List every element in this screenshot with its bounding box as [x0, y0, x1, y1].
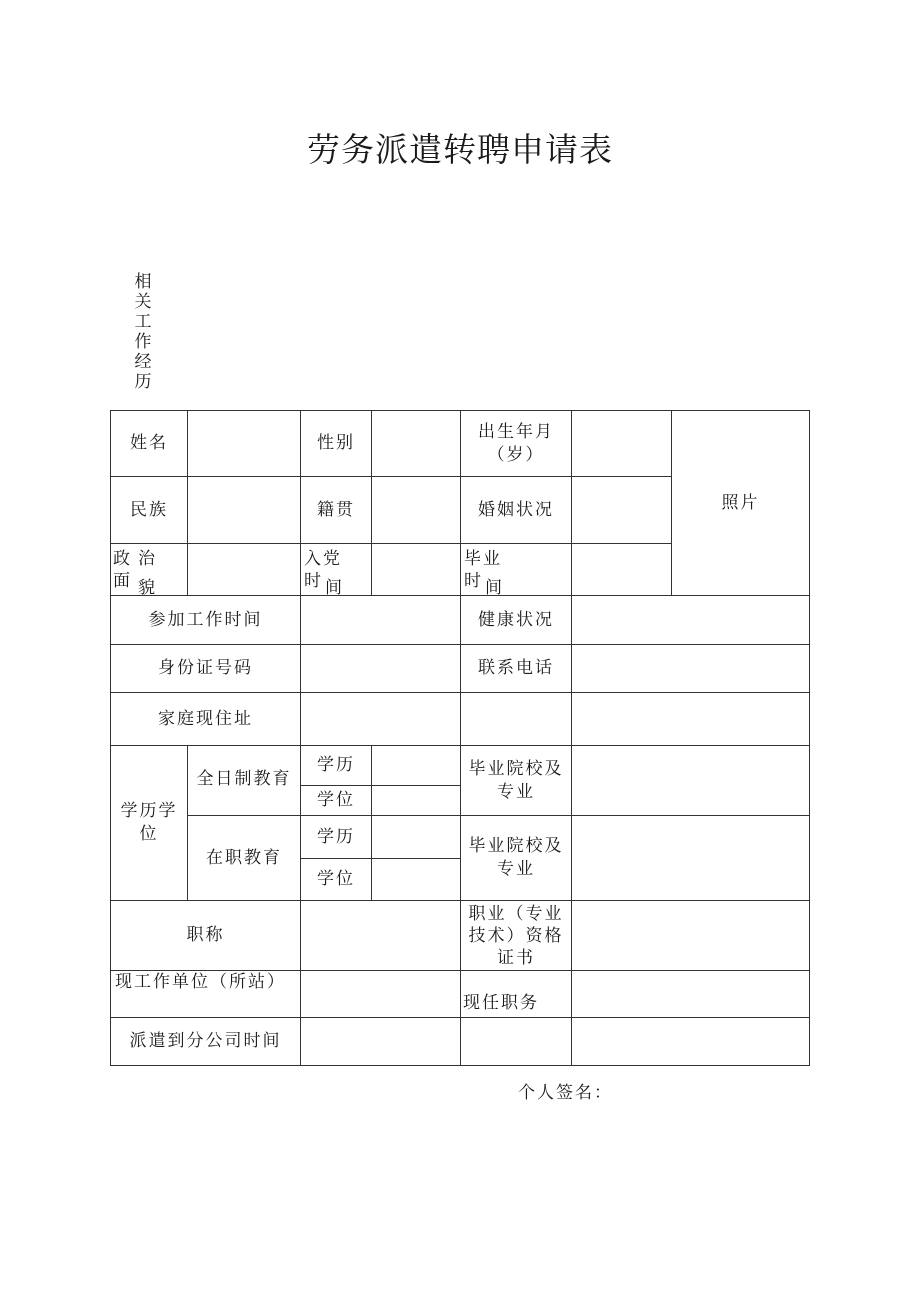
- political-char: 政: [113, 549, 130, 569]
- inservice-degree-field[interactable]: [372, 859, 460, 900]
- fulltime-education-label: 全日制教育: [196, 769, 292, 789]
- cert-line2: 技术）资格: [468, 925, 564, 946]
- fulltime-degree-label: 学位: [317, 790, 355, 810]
- dispatch-time-field[interactable]: [301, 1018, 460, 1065]
- fulltime-edu-field[interactable]: [372, 746, 460, 785]
- inservice-edu-label: 学历: [317, 826, 355, 847]
- political-char: 治: [138, 549, 155, 569]
- inservice-edu-field[interactable]: [372, 816, 460, 858]
- name-label: 姓名: [130, 433, 168, 453]
- professional-title-label: 职称: [186, 925, 225, 945]
- education-degree-label: [111, 746, 187, 900]
- school-major-line1: 毕业院校及: [468, 758, 564, 779]
- party-char: 入党: [304, 549, 342, 569]
- school-major-line2: 专业: [497, 859, 535, 879]
- grad-char: 时: [464, 571, 481, 591]
- grad-char: 毕业: [464, 549, 502, 569]
- home-address-field[interactable]: [301, 693, 809, 745]
- education-degree-line2: 位: [139, 824, 159, 844]
- political-char: 貌: [138, 578, 155, 598]
- qualification-certificate-label: [461, 901, 571, 970]
- work-start-time-field[interactable]: [301, 596, 460, 644]
- ethnicity-field[interactable]: [188, 477, 300, 543]
- education-degree-line1: 学历学: [120, 801, 178, 821]
- id-number-field[interactable]: [301, 645, 460, 692]
- side-label-char: 历: [134, 372, 152, 392]
- current-unit-label: 现工作单位（所站）: [115, 972, 286, 992]
- gender-label: 性别: [317, 433, 355, 453]
- dispatch-extra-field-2[interactable]: [572, 1018, 809, 1065]
- name-field[interactable]: [188, 411, 300, 476]
- dispatch-time-label: 派遣到分公司时间: [129, 1031, 282, 1051]
- health-label: 健康状况: [478, 609, 554, 630]
- photo-box[interactable]: 照片: [721, 492, 760, 513]
- political-char: 面: [113, 571, 130, 591]
- id-number-label: 身份证号码: [158, 658, 253, 678]
- dispatch-extra-field[interactable]: [461, 1018, 571, 1065]
- qualification-certificate-field[interactable]: [572, 901, 809, 970]
- side-label-char: 关: [134, 292, 152, 312]
- school-major-line2: 专业: [497, 781, 535, 802]
- inservice-school-major-field[interactable]: [572, 816, 809, 900]
- professional-title-field[interactable]: [301, 901, 460, 970]
- marital-status-field[interactable]: [572, 477, 671, 543]
- current-post-field[interactable]: [572, 971, 809, 1017]
- marital-status-label: 婚姻状况: [478, 499, 554, 520]
- grad-char: 间: [485, 578, 502, 598]
- native-place-label: 籍贯: [317, 499, 355, 520]
- birth-date-field[interactable]: [572, 411, 671, 476]
- page-title: 劳务派遣转聘申请表: [307, 130, 613, 169]
- birth-date-label: [461, 411, 571, 476]
- graduation-time-field[interactable]: [572, 544, 671, 595]
- fulltime-school-major-label: [461, 746, 571, 815]
- inservice-degree-label: 学位: [317, 869, 355, 889]
- inservice-education-label: 在职教育: [206, 847, 282, 868]
- birth-date-label-line2: （岁）: [487, 444, 545, 465]
- fulltime-school-major-field[interactable]: [572, 746, 809, 815]
- current-post-label: 现任职务: [463, 993, 539, 1013]
- side-label-char: 工: [134, 312, 152, 332]
- inservice-school-major-label: [461, 816, 571, 900]
- home-address-label: 家庭现住址: [158, 708, 253, 729]
- cert-line1: 职业（专业: [468, 903, 564, 924]
- work-start-time-label: 参加工作时间: [148, 609, 263, 630]
- birth-date-label-line1: 出生年月: [478, 421, 554, 442]
- party-join-time-label: [301, 544, 371, 598]
- health-field[interactable]: [572, 596, 809, 644]
- side-label-char: 相: [134, 272, 152, 292]
- party-char: 间: [325, 578, 342, 598]
- gender-field[interactable]: [372, 411, 460, 476]
- phone-field[interactable]: [572, 645, 809, 692]
- graduation-time-label: [461, 544, 571, 598]
- side-label-char: 作: [134, 332, 152, 352]
- current-unit-field[interactable]: [301, 971, 460, 1017]
- political-status-field[interactable]: [188, 544, 300, 595]
- school-major-line1: 毕业院校及: [468, 836, 564, 856]
- party-join-time-field[interactable]: [372, 544, 460, 595]
- political-status-label: [111, 544, 187, 598]
- native-place-field[interactable]: [372, 477, 460, 543]
- fulltime-degree-field[interactable]: [372, 786, 460, 815]
- phone-label: 联系电话: [478, 658, 554, 678]
- fulltime-edu-label: 学历: [317, 755, 355, 775]
- ethnicity-label: 民族: [130, 499, 168, 520]
- party-char: 时: [304, 571, 321, 591]
- grid-line: [809, 410, 810, 1066]
- personal-signature-label: 个人签名：: [518, 1083, 613, 1103]
- cert-line3: 证书: [497, 947, 535, 968]
- side-label-char: 经: [134, 352, 152, 372]
